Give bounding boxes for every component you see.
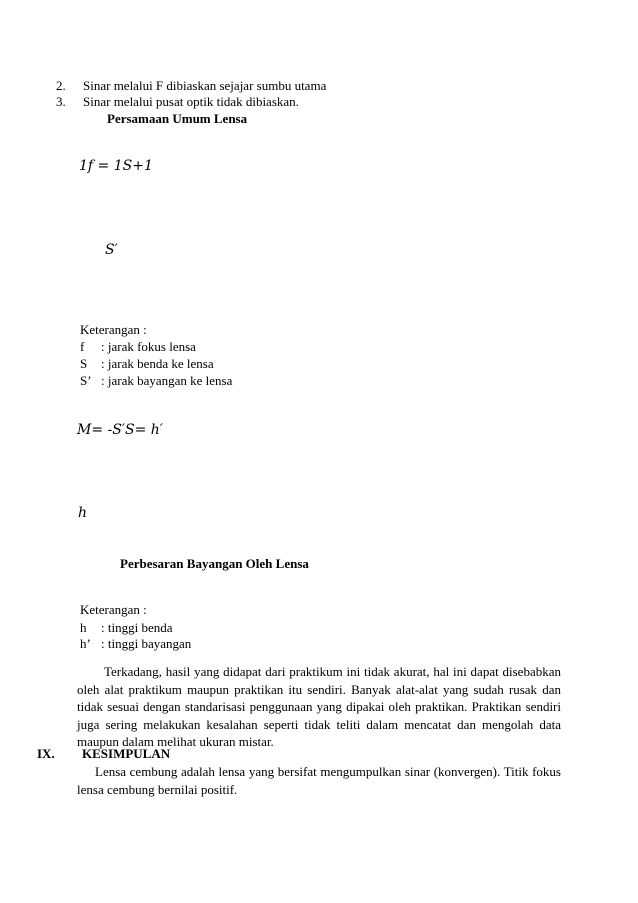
lens-equation-heading: Persamaan Umum Lensa (107, 111, 248, 126)
list-item-3-text: Sinar melalui pusat optik tidak dibiaskan. (83, 94, 299, 109)
conclusion-paragraph: Lensa cembung adalah lensa yang bersifat mengumpulkan sinar (konvergen). Titik fokus lensa cembung bernilai positif. (77, 764, 561, 797)
notes-1-desc-s-prime: : jarak bayangan ke lensa (101, 373, 233, 388)
notes-2-title: Keterangan : (80, 602, 147, 617)
notes-1-symbol-s: S (80, 356, 88, 371)
notes-1-desc-f: : jarak fokus lensa (101, 339, 196, 354)
discussion-paragraph: Terkadang, hasil yang didapat dari praktikum ini tidak akurat, hal ini dapat disebabkan oleh alat praktikum maupun praktikan itu sendiri. Banyak alat-alat yang sudah rusak dan tidak sesuai dengan standarisasi penggunaan yang dipakai oleh praktikan. Praktikan sendiri juga sering melakukan kesalahan seperti tidak teliti dalam mencatat dan mengolah data maupun dalam melihat ukuran mistar. (77, 664, 561, 749)
magnification-heading: Perbesaran Bayangan Oleh Lensa (120, 556, 309, 571)
notes-2-desc-h-prime: : tinggi bayangan (101, 636, 192, 651)
magnification-formula: M= -S′S= h′ (77, 422, 163, 438)
conclusion-title: KESIMPULAN (82, 746, 171, 761)
magnification-denominator: h (78, 505, 88, 521)
conclusion-number: IX. (37, 746, 55, 761)
notes-1-symbol-f: f (80, 339, 85, 354)
lens-equation-formula: 1f = 1S+1 (79, 158, 153, 174)
list-number-3: 3. (56, 94, 66, 109)
notes-1-title: Keterangan : (80, 322, 147, 337)
list-number-2: 2. (56, 78, 66, 93)
notes-1-symbol-s-prime: S’ (80, 373, 92, 388)
list-item-2-text: Sinar melalui F dibiaskan sejajar sumbu utama (83, 78, 327, 93)
lens-equation-denominator: S′ (105, 242, 118, 258)
notes-2-symbol-h: h (80, 620, 87, 635)
notes-2-desc-h: : tinggi benda (101, 620, 173, 635)
notes-1-desc-s: : jarak benda ke lensa (101, 356, 214, 371)
notes-2-symbol-h-prime: h’ (80, 636, 91, 651)
